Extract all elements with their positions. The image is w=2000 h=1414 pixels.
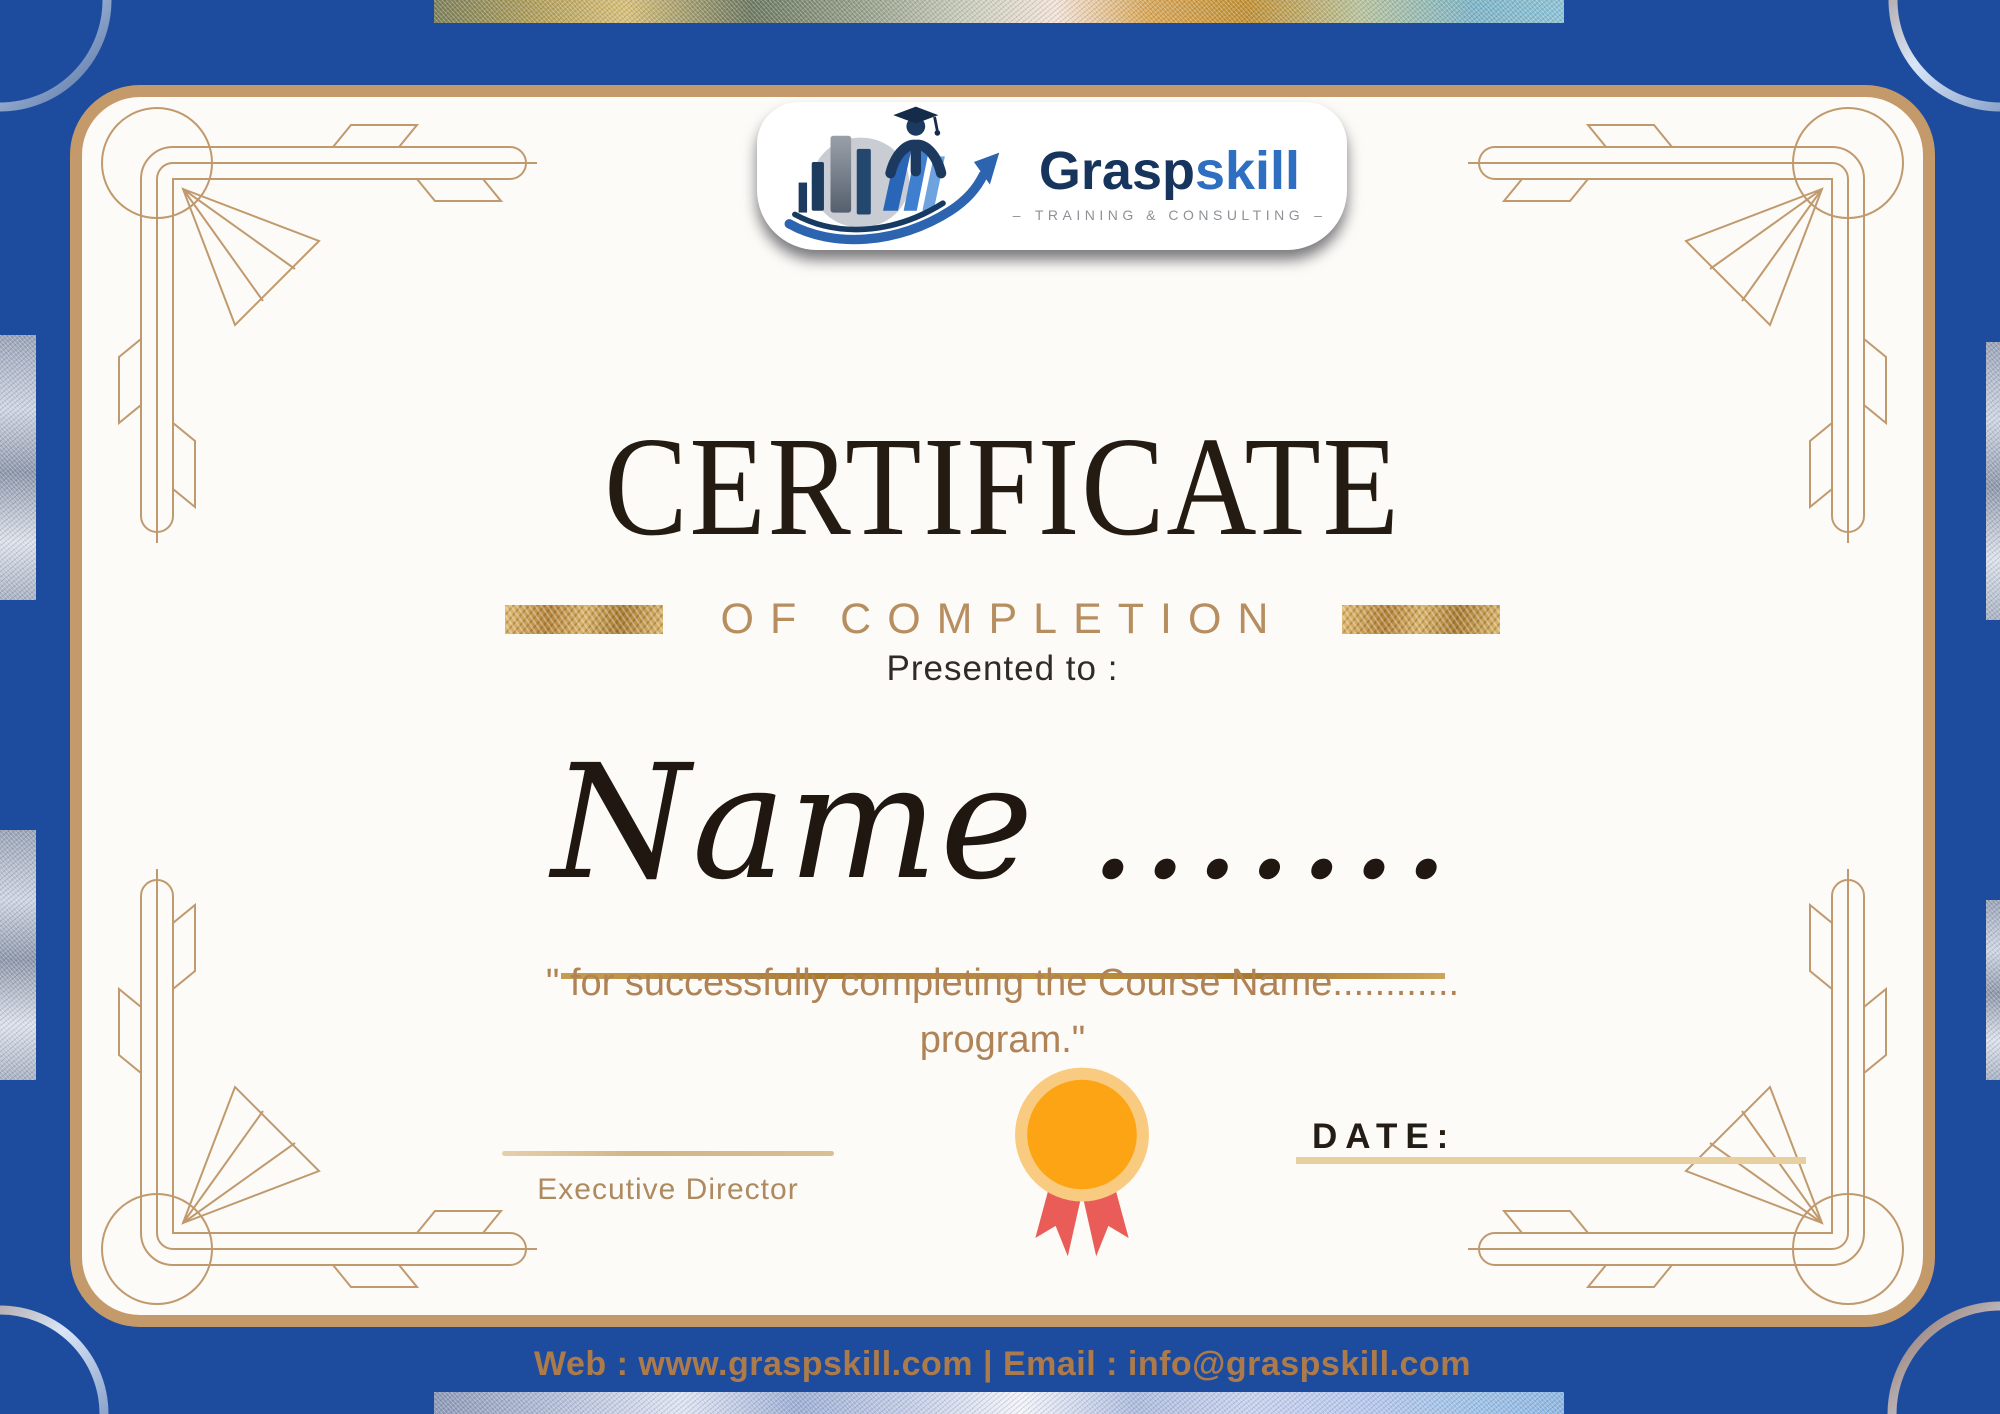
foil-strip-right-upper: [1986, 342, 2000, 620]
foil-strip-left-lower: [0, 830, 36, 1080]
foil-strip-top: [434, 0, 1564, 23]
brand-name-primary: Grasp: [1038, 140, 1195, 201]
gold-foil-bar-left: [505, 605, 663, 634]
certificate-title: [82, 407, 1923, 565]
foil-strip-left-upper: [0, 335, 36, 600]
tagline-text: TRAINING & CONSULTING: [1034, 206, 1305, 223]
completion-statement-line1: " for successfully completing the Course Name............: [545, 962, 1460, 1004]
corner-ornament-bottom-right: [1468, 869, 1918, 1319]
completion-statement-line2: program.": [919, 1019, 1086, 1061]
presented-to-label: Presented to :: [886, 649, 1119, 688]
tagline-dash-right: –: [1314, 206, 1327, 223]
completion-statement: [82, 955, 1923, 1069]
recipient-name-field: Name .......: [551, 731, 1454, 915]
date-line: [1296, 1157, 1806, 1164]
foil-strip-right-lower: [1986, 900, 2000, 1080]
brand-name-secondary: skill: [1194, 140, 1301, 201]
signature-title: Executive Director: [537, 1173, 799, 1206]
brand-tagline: [1013, 207, 1327, 223]
gold-foil-bar-right: [1342, 605, 1500, 634]
brand-logo-card: [757, 102, 1347, 250]
subtitle-row: [82, 595, 1923, 644]
date-label: DATE:: [1312, 1117, 1457, 1156]
graspskill-logo-icon: [778, 105, 1003, 247]
brand-name: [1038, 140, 1301, 201]
certificate-panel: [70, 85, 1935, 1383]
award-medal-icon: [1011, 1063, 1153, 1267]
certificate-title-text: CERTIFICATE: [604, 407, 1401, 565]
corner-ornament-bottom-left: [87, 869, 537, 1319]
brand-wordmark: [1012, 140, 1327, 223]
contact-footer: Web : www.graspskill.com | Email : info@graspskill.com: [534, 1345, 1471, 1383]
foil-strip-bottom: [434, 1392, 1564, 1414]
tagline-dash-left: –: [1012, 206, 1025, 223]
signature-line: [502, 1151, 834, 1156]
subtitle-text: OF COMPLETION: [720, 595, 1285, 643]
